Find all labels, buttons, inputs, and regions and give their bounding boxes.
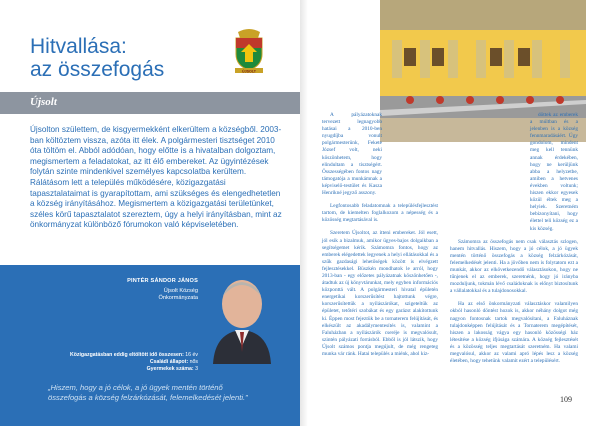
article-paragraph: döttek az emberek a múltban és a jelenben is a község fennmaradásáért. Úgy gondolom, mindent meg kell tennünk annak érdekében, hogy ne kerüljünk abba a helyzetbe, amiben a hetvenes években voltunk; hiszen ekkor egyesek közül éltek meg a helyiek. Szeretném bebizonyítani, hogy élettel teli község ez a kis község. <box>530 112 578 232</box>
stat-value: 16 év <box>185 352 198 358</box>
mayor-quote: „Hiszem, hogy a jó célok, a jó ügyek mentén történő összefogás a község felzárkózását, felemelkedését jelenti.” <box>48 383 248 402</box>
coat-of-arms-icon <box>232 28 266 74</box>
article-paragraph: Számomra az összefogás nem csak választás szlogen, hanem hitvallás. Hiszem, hogy a jó célok, a jó ügyek mentén történő összefogás a község felzárkózását, felemelkedését jelenti. Ha a jövőben nem is folytatom ezt a munkát, akkor az elkövetkezendő választásokon, hogy ne tűnjenek el az emberek, szeretnénk, hogy jó irányba mozduljunk, tokmán lévő családoknak is előnyt biztosítunk a vállalatokkal és a tulajdonosokkal. <box>450 238 578 295</box>
page-number: 109 <box>560 395 572 404</box>
mayor-role <box>118 288 198 302</box>
intro-text <box>30 125 285 231</box>
stat-label: Családi állapot: <box>149 359 189 366</box>
mayor-portrait <box>205 266 279 364</box>
profile-stats <box>60 352 198 374</box>
stat-value: nős <box>189 359 198 366</box>
article-paragraph: Szeretem Újsoltot, az itteni embereket. Jól esett, jól esik a bizalmuk, amikor ügyes-bajos dolgaikban a segítségemet kérik. Számomra fontos, hogy az emberek elégedettek legyenek a helyi ellátásokkal és a szűk gazdasági lehetőségek között is elvégzett fejlesztésekkel. Büszkén mondhatok le arról, hogy 2013-ban - egy előzetes pályázatnak köszönhetően -, átadtuk az új könyvtárunkat, mely egyben információs központtá vált. A polgármesteri hivatal épületén energetikai korszerűsítést hajtottunk végre, korszerűsítettük a nyílászárókat, szigeteltük az épületet, tetőtéri szobákat és egy garázst alakítottunk ki. Éppen most fejeztük be a tornaterem felújítását, és elkészült az akadálymentesítés is, valamint a Faluházban a nyílászárók cseréje is megvalósult, szintén pályázati forrásból. Ebből is jól látszik, hogy Újsolt számos pontja megújult, de még rengeteg munka vár ránk. Hatai település a miénk, ahol kiz- <box>322 230 438 357</box>
stat-value: 3 <box>195 366 198 373</box>
article-paragraph: Legfontosabb feladatomnak a településfejlesztést tartom, de kiemelten foglalkozom a népesség és a közösség megtartásával is. <box>322 203 438 224</box>
right-page <box>300 0 600 426</box>
title-line-2: az összefogás <box>30 58 165 81</box>
article-column-2 <box>450 112 578 371</box>
article-paragraph: A pályázatoknak tervezett legnagyobb hatásai a 2010-ben nyugdíjba vonult polgármesterünk, Fekete József volt, neki köszönhetem, hogy elindultam a tisztségért. Összességében fontos nagy támogatója a munkámnak a képviselő-testület és Kasza Henrikné jegyző asszony. <box>322 112 382 197</box>
role-line-1: Újsolt Község <box>163 288 198 294</box>
stat-row <box>60 366 198 373</box>
article-paragraph: Ha az első önkormányzati választáskor valamilyen okból hasonló döntést hozok is, akkor néhány dolgot még nagyon fontosnak tartok megvalósítani, a Faluháznak tulajdonképpen felújítását és a Tornaterem megépítését, hiszen a lakosság vágya egy hasonló közösségi ház létesítése a község ifjúsága számára. A község fejlesztését és a közösség teljes megtartását szeretném. Ha valami megvalósul, akkor az valami apró lépés lesz a község életében, hogy tehetünk valamit ezért a településért. <box>450 301 578 365</box>
page-spine <box>300 0 308 426</box>
mayor-name: PINTÉR SÁNDOR JÁNOS <box>127 278 198 284</box>
role-line-2: Önkormányzata <box>158 295 198 301</box>
stat-label: Gyermekek száma: <box>146 366 194 373</box>
stat-label: Közigazgatásban eddig eltöltött idő összesen: <box>69 352 184 358</box>
stat-row <box>60 352 198 359</box>
intro-paragraph: Újsolton születtem, de kisgyermekként elkerültem a községből. 2003-ban költöztem vissza, azóta itt élek. A polgármesteri tisztséget 2010 óta töltöm el. Abból adódóan, hogy előtte is a hivatalban dolgoztam, megismertem a feladatokat, az itt élő embereket. Az ügyintézések folytán szinte mindenkivel személyes kapcsolatba kerültem. Rálátásom lett a település működésére, közigazgatási tapasztalataimat is gyarapítottam, ami szükséges és elengedhetetlen a község irányításához. Megismertem a közigazgatási területünket, széles körű tapasztalatot szereztem, úgy a helyi irányításban, mint az önkormányzat különböző fórumokon való képviseletében. <box>30 125 282 230</box>
stat-row <box>60 359 198 366</box>
village-name: Újsolt <box>30 96 57 108</box>
crest-label: ÚJSOLT <box>242 69 256 74</box>
article-title <box>30 35 164 81</box>
title-line-1: Hitvallása: <box>30 35 127 58</box>
article-column-1 <box>322 112 438 364</box>
